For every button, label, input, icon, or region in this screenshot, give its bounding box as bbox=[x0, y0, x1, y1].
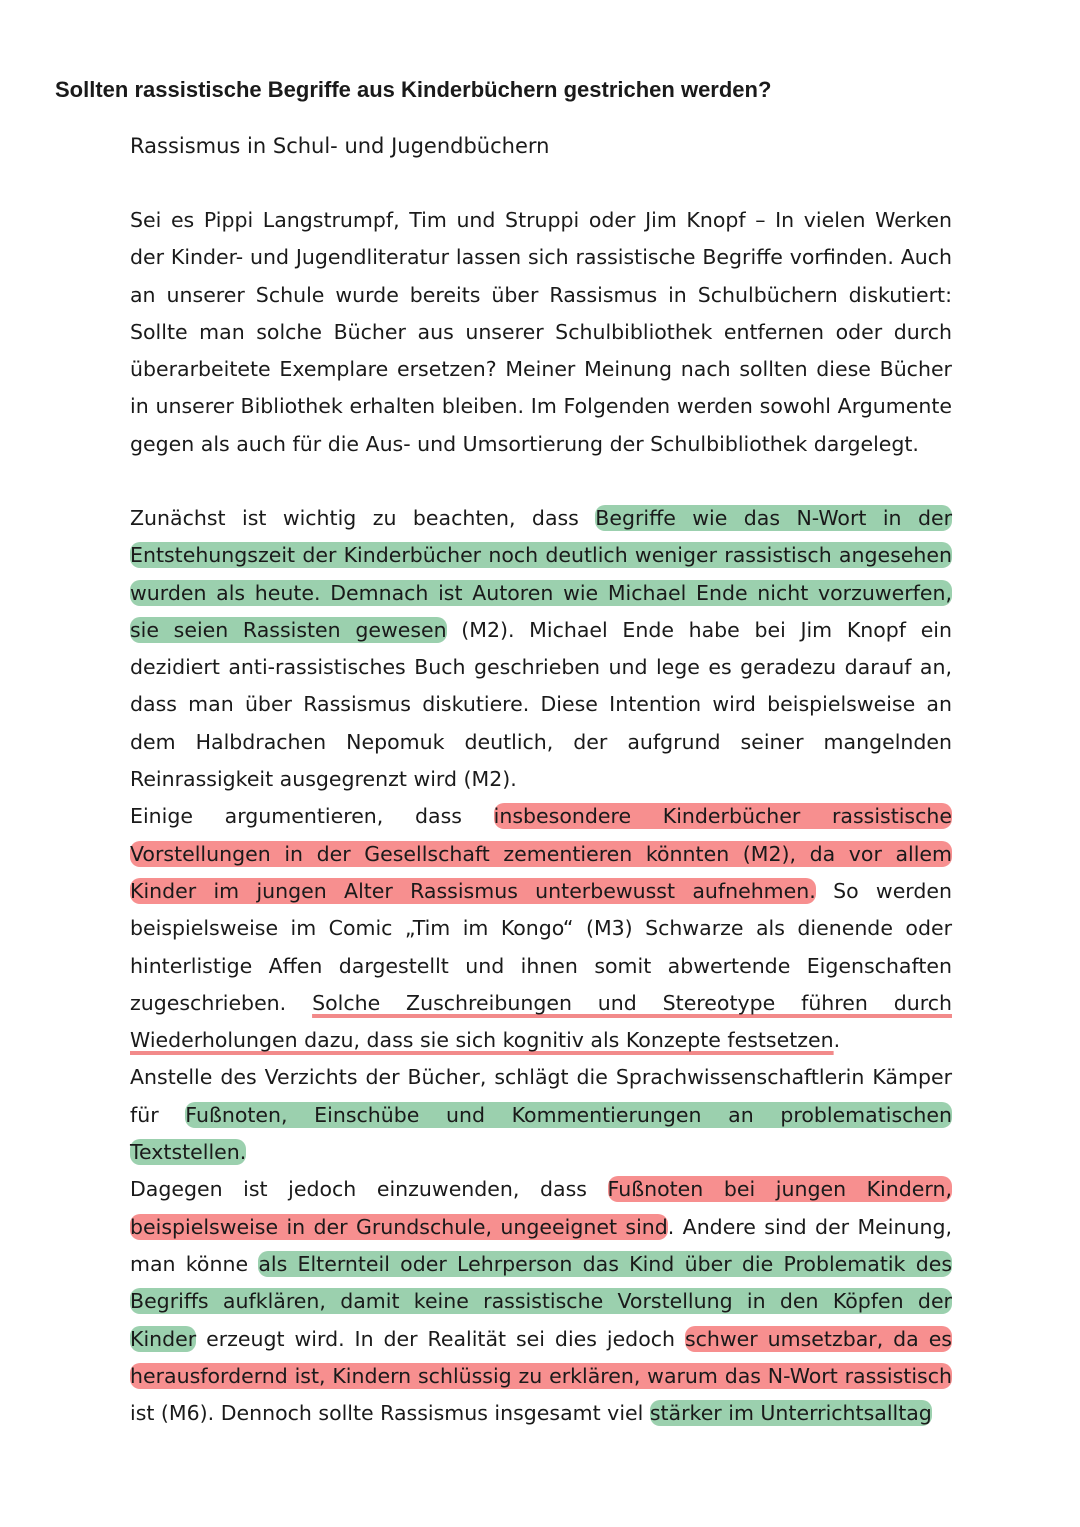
red-underline: Solche Zuschreibungen und Stereotype führen durch Wiederholungen dazu, dass sie sich kognitiv als Konzepte festsetzen bbox=[130, 990, 952, 1053]
green-highlight: als Elternteil oder Lehrperson das Kind über die Problematik des Begriffs aufklären, damit keine rassistische Vorstellung in den Köpfen der Kinder bbox=[130, 1251, 952, 1351]
text-segment: Einige argumentieren, dass bbox=[130, 804, 494, 829]
text-segment: . bbox=[833, 1028, 841, 1053]
green-highlight: stärker im Unterrichtsalltag bbox=[649, 1401, 932, 1426]
text-segment: . Andere sind der Meinung, man könne bbox=[130, 1214, 952, 1276]
red-highlight: schwer umsetzbar, da es herausfordernd ist, Kindern schlüssig zu erklären, warum das N-Wort rassistisch bbox=[130, 1326, 952, 1388]
text-segment: ist (M6). Dennoch sollte Rassismus insgesamt viel bbox=[130, 1401, 650, 1426]
text-segment: So werden beispielsweise im Comic „Tim im Kongo“ (M3) Schwarze als dienende oder hinterlistige Affen dargestellt und ihnen somit abwertende Eigenschaften zugeschrieben. bbox=[130, 878, 952, 1015]
text-segment: Zunächst ist wichtig zu beachten, dass bbox=[130, 506, 596, 530]
document-title: Sollten rassistische Begriffe aus Kinderbüchern gestrichen werden? bbox=[55, 77, 772, 102]
green-highlight: Begriffe wie das N-Wort in der Entstehungszeit der Kinderbücher noch deutlich weniger rassistisch angesehen wurden als heute. Demnach ist Autoren wie Michael Ende nicht vorzuwerfen, sie seien Rassisten gewesen bbox=[130, 506, 953, 642]
document-subtitle: Rassismus in Schul- und Jugendbüchern bbox=[130, 134, 550, 158]
green-highlight: Fußnoten, Einschübe und Kommentierungen an problematischen Textstellen. bbox=[130, 1102, 953, 1165]
red-highlight: Fußnoten bei jungen Kindern, beispielsweise in der Grundschule, ungeeignet sind bbox=[130, 1177, 952, 1239]
intro-paragraph: Sei es Pippi Langstrumpf, Tim und Struppi oder Jim Knopf – In vielen Werken der Kinder- und Jugendliteratur lassen sich rassistische Begriffe vorfinden. Auch an unserer Schule wurde bereits über Rassismus in Schulbüchern diskutiert: Sollte man solche Bücher aus unserer Schulbibliothek entfernen oder durch überarbeitete Exemplare ersetzen? Meiner Meinung nach sollten diese Bücher in unserer Bibliothek erhalten bleiben. Im Folgenden werden sowohl Argumente gegen als auch für die Aus- und Umsortierung der Schulbibliothek dargelegt. bbox=[130, 208, 952, 456]
text-segment: Anstelle des Verzichts der Bücher, schlägt die Sprachwissenschaftlerin Kämper für bbox=[130, 1065, 952, 1127]
text-segment: Dagegen ist jedoch einzuwenden, dass bbox=[130, 1177, 608, 1202]
text-segment: erzeugt wird. In der Realität sei dies jedoch bbox=[196, 1326, 685, 1351]
argument-paragraph bbox=[130, 500, 952, 1432]
text-segment: (M2). Michael Ende habe bei Jim Knopf ein dezidiert anti-rassistisches Buch geschrieben und lege es geradezu darauf an, dass man über Rassismus diskutiere. Diese Intention wird beispielsweise an dem Halbdrachen Nepomuk deutlich, der aufgrund seiner mangelnden Reinrassigkeit ausgegrenzt wird (M2). bbox=[130, 617, 952, 792]
red-highlight: insbesondere Kinderbücher rassistische Vorstellungen in der Gesellschaft zementieren könnten (M2), da vor allem Kinder im jungen Alter Rassismus unterbewusst aufnehmen. bbox=[130, 804, 952, 903]
